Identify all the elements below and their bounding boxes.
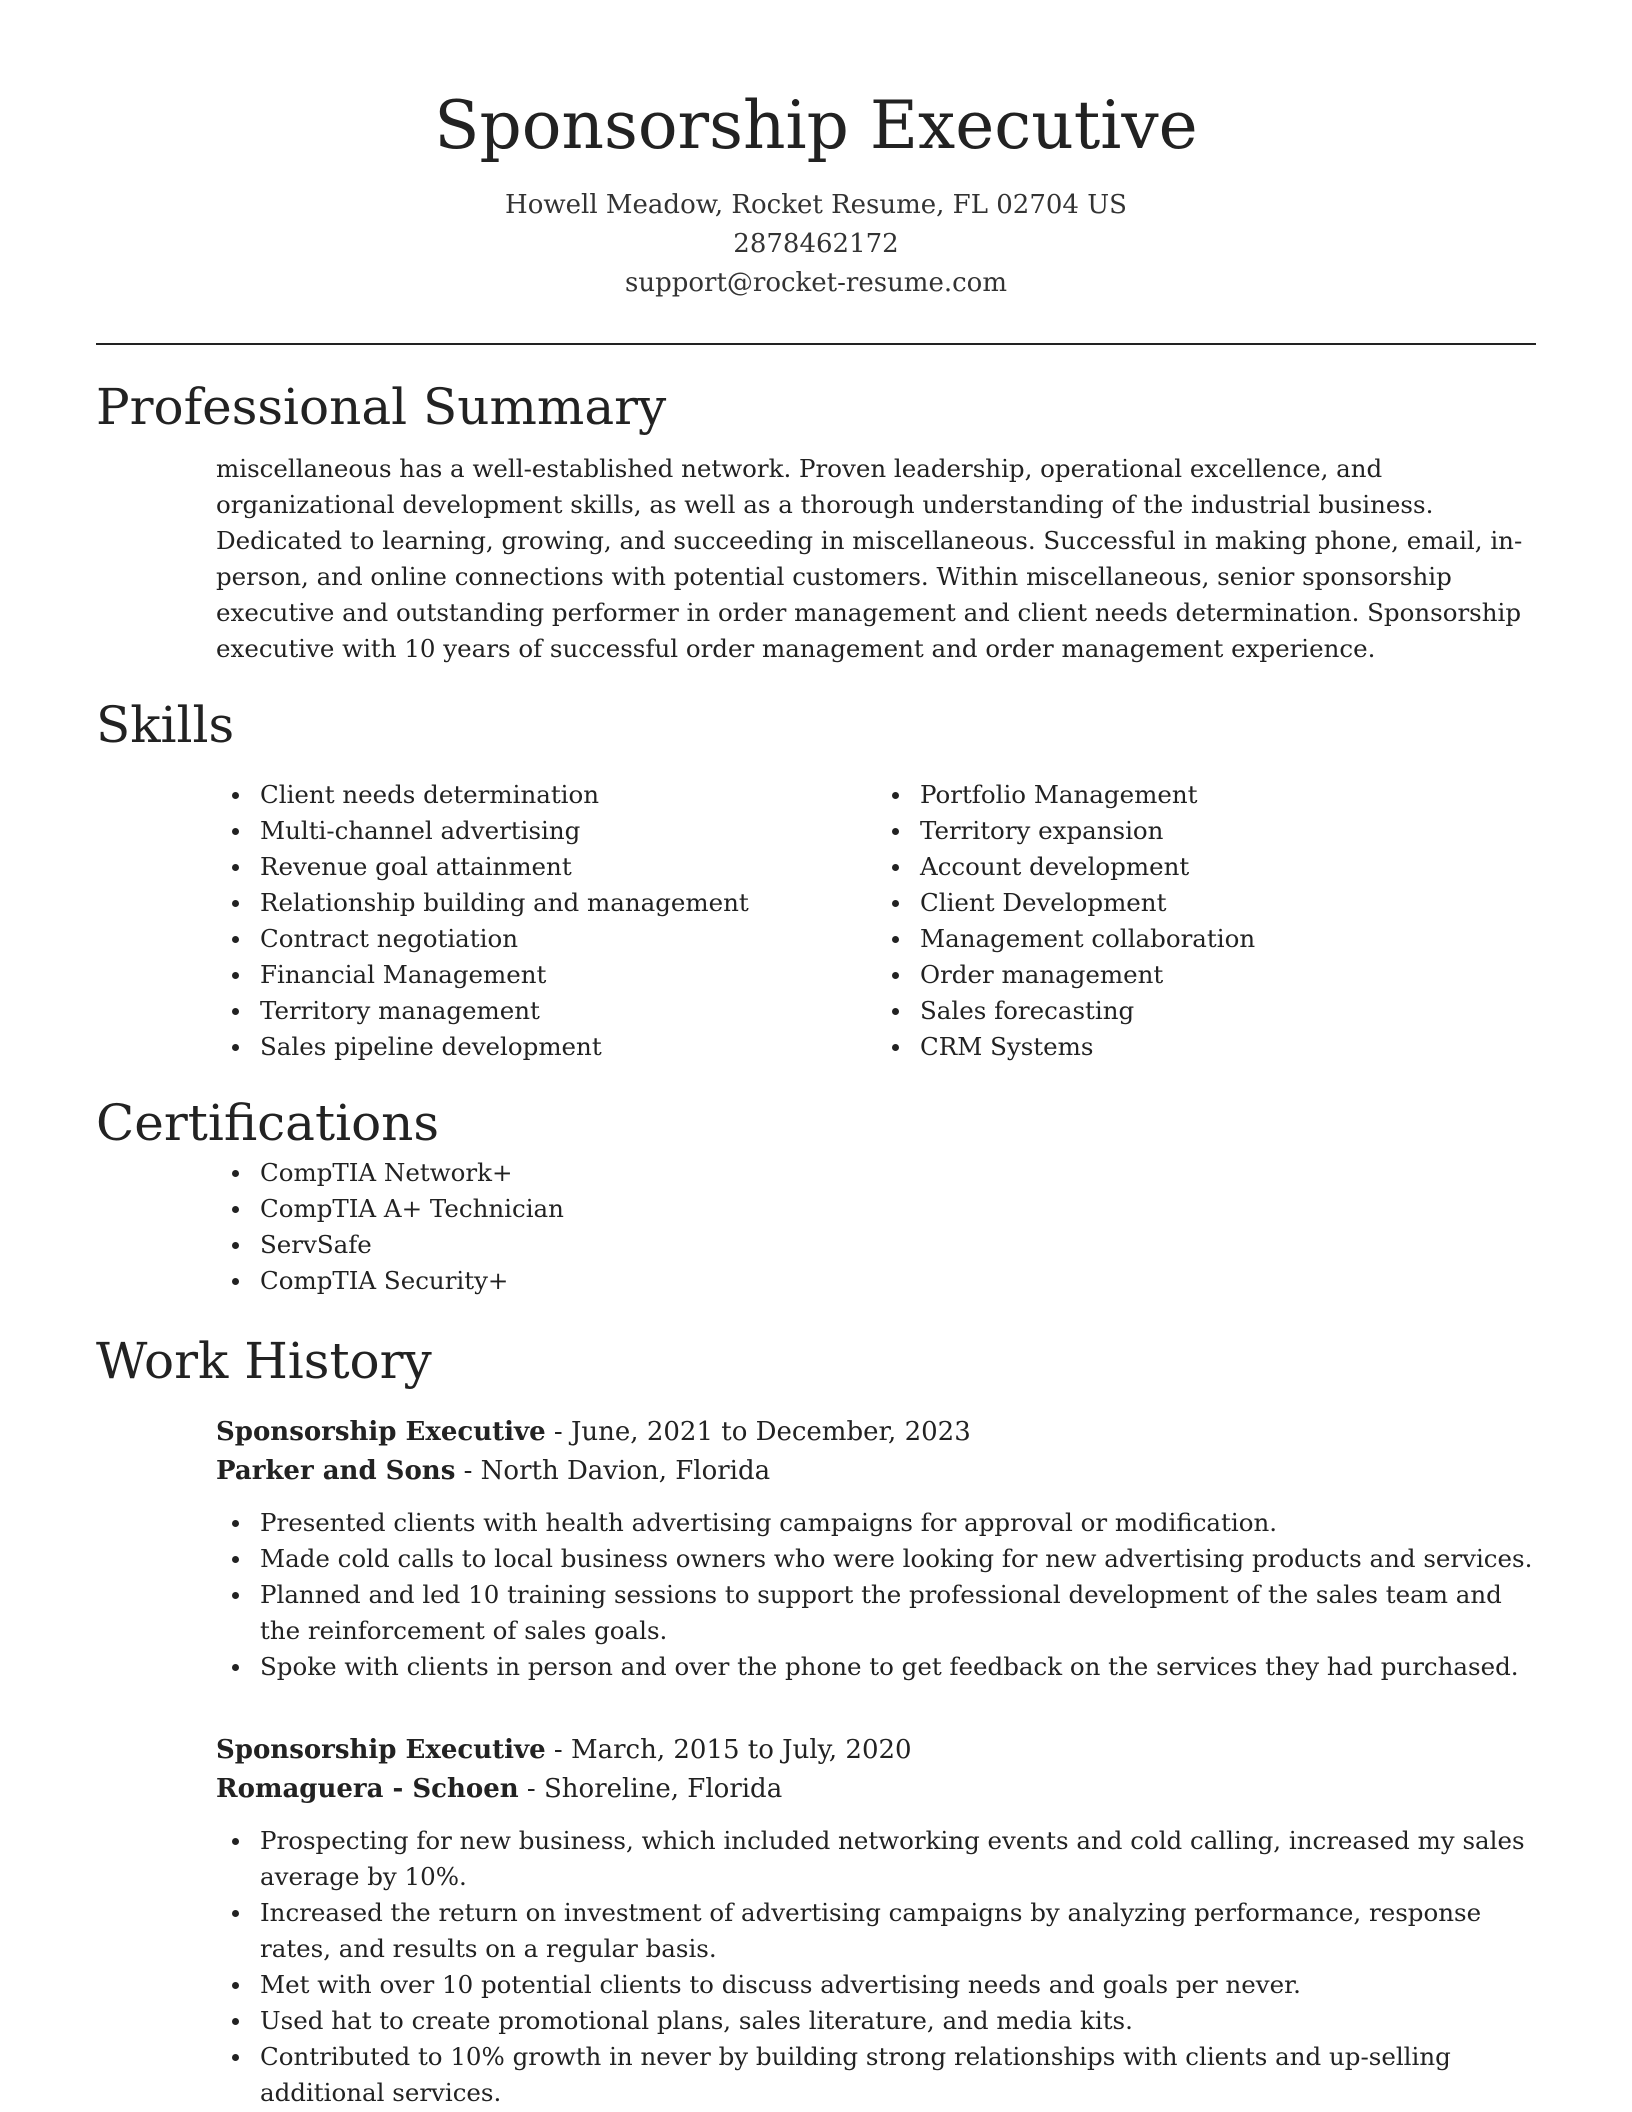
- list-item: Portfolio Management: [920, 777, 1536, 813]
- job-title-line: [216, 1731, 1536, 1770]
- certifications-section: [96, 1091, 1536, 1299]
- list-item: Territory management: [260, 993, 876, 1029]
- list-item: Used hat to create promotional plans, sales literature, and media kits.: [260, 2003, 1536, 2039]
- job-entry: [216, 1413, 1536, 1685]
- certifications-heading: Certifications: [96, 1094, 440, 1152]
- job-dates: - June, 2021 to December, 2023: [545, 1417, 971, 1447]
- job-entry: [216, 1731, 1536, 2111]
- list-item: Multi-channel advertising: [260, 813, 876, 849]
- skills-section: [96, 693, 1536, 1065]
- list-item: Financial Management: [260, 957, 876, 993]
- list-item: Presented clients with health advertising campaigns for approval or modification.: [260, 1505, 1536, 1541]
- certifications-list: [216, 1155, 1536, 1299]
- contact-address: Howell Meadow, Rocket Resume, FL 02704 US: [505, 190, 1127, 220]
- job-role: Sponsorship Executive: [216, 1735, 546, 1765]
- list-item: Management collaboration: [920, 921, 1536, 957]
- job-duties-list: [216, 1823, 1536, 2111]
- job-company-line: [216, 1770, 1536, 1809]
- list-item: Prospecting for new business, which included networking events and cold calling, increased my sales average by 10%.: [260, 1823, 1536, 1895]
- summary-section: [96, 375, 1536, 667]
- list-item: Met with over 10 potential clients to discuss advertising needs and goals per never.: [260, 1967, 1536, 2003]
- work-history-heading: Work History: [96, 1332, 432, 1390]
- list-item: Planned and led 10 training sessions to support the professional development of the sales team and the reinforcement of sales goals.: [260, 1577, 1536, 1649]
- summary-heading: Professional Summary: [96, 378, 667, 436]
- list-item: Revenue goal attainment: [260, 849, 876, 885]
- list-item: Contributed to 10% growth in never by building strong relationships with clients and up-selling additional services.: [260, 2039, 1536, 2111]
- list-item: Contract negotiation: [260, 921, 876, 957]
- contact-email: support@rocket-resume.com: [624, 268, 1007, 298]
- job-company-line: [216, 1452, 1536, 1491]
- skills-list-left: [216, 777, 876, 1065]
- header-divider: [96, 343, 1536, 345]
- list-item: Client Development: [920, 885, 1536, 921]
- list-item: Sales pipeline development: [260, 1029, 876, 1065]
- job-dates: - March, 2015 to July, 2020: [545, 1735, 912, 1765]
- job-location: - Shoreline, Florida: [518, 1774, 783, 1804]
- list-item: Account development: [920, 849, 1536, 885]
- list-item: Relationship building and management: [260, 885, 876, 921]
- job-title-line: [216, 1413, 1536, 1452]
- list-item: Territory expansion: [920, 813, 1536, 849]
- job-company: Parker and Sons: [216, 1456, 456, 1486]
- list-item: Spoke with clients in person and over the phone to get feedback on the services they had purchased.: [260, 1649, 1536, 1685]
- summary-text: miscellaneous has a well-established network. Proven leadership, operational excellence, and organizational development skills, as well as a thorough understanding of the industrial business. Dedicated to learning, growing, and succeeding in miscellaneous. Successful in making phone, email, in-person, and online connections with potential customers. Within miscellaneous, senior sponsorship executive and outstanding performer in order management and client needs determination. Sponsorship executive with 10 years of successful order management and order management experience.: [216, 454, 1523, 663]
- candidate-name: Sponsorship Executive: [434, 87, 1198, 164]
- list-item: CRM Systems: [920, 1029, 1536, 1065]
- resume-header: [96, 80, 1536, 303]
- list-item: Increased the return on investment of advertising campaigns by analyzing performance, response rates, and results on a regular basis.: [260, 1895, 1536, 1967]
- list-item: CompTIA Network+: [260, 1155, 1536, 1191]
- list-item: Order management: [920, 957, 1536, 993]
- work-history-section: [96, 1329, 1536, 2111]
- list-item: CompTIA A+ Technician: [260, 1191, 1536, 1227]
- list-item: Sales forecasting: [920, 993, 1536, 1029]
- job-duties-list: [216, 1505, 1536, 1685]
- list-item: CompTIA Security+: [260, 1263, 1536, 1299]
- job-role: Sponsorship Executive: [216, 1417, 546, 1447]
- job-location: - North Davion, Florida: [455, 1456, 771, 1486]
- list-item: ServSafe: [260, 1227, 1536, 1263]
- contact-phone: 2878462172: [733, 229, 899, 259]
- list-item: Made cold calls to local business owners who were looking for new advertising products and services.: [260, 1541, 1536, 1577]
- list-item: Client needs determination: [260, 777, 876, 813]
- skills-list-right: [876, 777, 1536, 1065]
- skills-heading: Skills: [96, 696, 235, 754]
- job-company: Romaguera - Schoen: [216, 1774, 519, 1804]
